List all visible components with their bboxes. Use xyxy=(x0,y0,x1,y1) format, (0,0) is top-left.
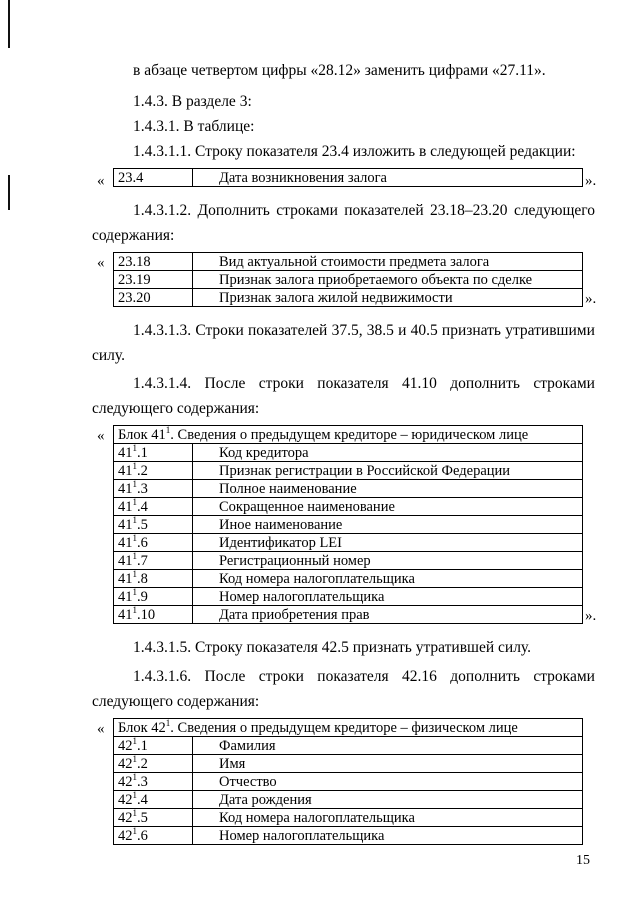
word: и xyxy=(398,322,407,339)
open-quote: « xyxy=(97,428,105,444)
row-code: $41^1.6$ xyxy=(114,534,193,552)
row-name: Отчество xyxy=(193,773,583,791)
row-code: $41^1.5$ xyxy=(114,516,193,534)
block-header: Блок $42^1$. Сведения о предыдущем кредиторе – физическом лице xyxy=(114,719,583,737)
text-line: силу. xyxy=(92,347,125,364)
text-line: 1.4.3.1.1. Строку показателя 23.4 изложить в следующей редакции: xyxy=(133,143,576,160)
row-code: $42^1.3$ xyxy=(114,773,193,791)
row-name: Признак залога жилой недвижимости xyxy=(193,289,583,307)
word: 40.5 xyxy=(410,322,438,339)
row-name: Вид актуальной стоимости предмета залога xyxy=(193,253,583,271)
margin-mark xyxy=(8,0,10,48)
section-heading: 1.4.3. В разделе 3: xyxy=(133,93,252,110)
table-row xyxy=(114,271,583,289)
row-code: 23.18 xyxy=(114,253,193,271)
row-name: Фамилия xyxy=(193,737,583,755)
row-code: $42^1.4$ xyxy=(114,791,193,809)
table-row xyxy=(114,516,583,534)
row-name: Имя xyxy=(193,755,583,773)
word: Строки xyxy=(195,322,244,339)
table-block-42 xyxy=(113,718,583,845)
table-row xyxy=(114,498,583,516)
table-row xyxy=(114,809,583,827)
row-code: $41^1.7$ xyxy=(114,552,193,570)
row-code: 23.19 xyxy=(114,271,193,289)
row-code: $41^1.4$ xyxy=(114,498,193,516)
table-23-4 xyxy=(113,168,583,187)
word: дополнить xyxy=(450,375,520,392)
row-name: Полное наименование xyxy=(193,480,583,498)
text-line-justified xyxy=(133,321,595,341)
row-code: $41^1.8$ xyxy=(114,570,193,588)
word: 1.4.3.1.3. xyxy=(133,322,192,339)
word: следующего xyxy=(513,202,595,219)
table-header-row xyxy=(114,426,583,444)
close-quote: ». xyxy=(585,291,597,307)
row-code: $41^1.9$ xyxy=(114,588,193,606)
row-name: Дата рождения xyxy=(193,791,583,809)
table-row xyxy=(114,444,583,462)
row-name: Идентификатор LEI xyxy=(193,534,583,552)
close-quote: ». xyxy=(585,608,597,624)
row-name: Код номера налогоплательщика xyxy=(193,570,583,588)
row-code: $42^1.5$ xyxy=(114,809,193,827)
word: признать xyxy=(441,322,502,339)
row-name: Код номера налогоплательщика xyxy=(193,809,583,827)
text-line-justified xyxy=(133,374,595,394)
open-quote: « xyxy=(97,255,105,271)
word: показателей xyxy=(344,202,424,219)
table-block-41 xyxy=(113,425,583,624)
word: дополнить xyxy=(450,668,520,685)
table-header-row xyxy=(114,719,583,737)
text-line: 1.4.3.1.5. Строку показателя 42.5 признать утратившей силу. xyxy=(133,639,531,656)
word: 42.16 xyxy=(402,668,437,685)
table-row xyxy=(114,552,583,570)
table-row xyxy=(114,462,583,480)
word: После xyxy=(204,668,246,685)
row-name: Номер налогоплательщика xyxy=(193,827,583,845)
close-quote: ». xyxy=(585,173,597,189)
block-header: Блок $41^1$. Сведения о предыдущем кредиторе – юридическом лице xyxy=(114,426,583,444)
table-row xyxy=(114,737,583,755)
table-23-18 xyxy=(113,252,583,307)
table-row xyxy=(114,755,583,773)
table-row xyxy=(114,253,583,271)
row-name: Дата возникновения залога xyxy=(193,169,583,187)
word: строки xyxy=(258,668,304,685)
table-row xyxy=(114,570,583,588)
word: 23.18–23.20 xyxy=(430,202,508,219)
subsection-heading: 1.4.3.1. В таблице: xyxy=(133,118,255,135)
page-number: 15 xyxy=(576,853,590,868)
table-row xyxy=(114,588,583,606)
row-name: Сокращенное наименование xyxy=(193,498,583,516)
row-name: Признак регистрации в Российской Федерации xyxy=(193,462,583,480)
text-line-justified xyxy=(133,201,595,221)
text-line: следующего содержания: xyxy=(92,400,260,417)
open-quote: « xyxy=(97,173,105,189)
row-name: Дата приобретения прав xyxy=(193,606,583,624)
table-row xyxy=(114,480,583,498)
table-row xyxy=(114,827,583,845)
row-code: $41^1.3$ xyxy=(114,480,193,498)
text-line: следующего содержания: xyxy=(92,693,260,710)
word: 41.10 xyxy=(402,375,437,392)
table-row xyxy=(114,534,583,552)
word: 37.5, xyxy=(331,322,363,339)
text-line: содержания: xyxy=(92,227,175,244)
table-row xyxy=(114,773,583,791)
word: 38.5 xyxy=(366,322,394,339)
row-code: $41^1.10$ xyxy=(114,606,193,624)
row-code: $42^1.6$ xyxy=(114,827,193,845)
word: После xyxy=(204,375,246,392)
word: показателей xyxy=(247,322,328,339)
word: строками xyxy=(533,668,595,685)
open-quote: « xyxy=(97,721,105,737)
word: Дополнить xyxy=(197,202,270,219)
word: строками xyxy=(276,202,338,219)
word: строками xyxy=(533,375,595,392)
word: 1.4.3.1.2. xyxy=(133,202,192,219)
row-code: $41^1.1$ xyxy=(114,444,193,462)
row-name: Признак залога приобретаемого объекта по сделке xyxy=(193,271,583,289)
word: 1.4.3.1.4. xyxy=(133,375,192,392)
row-code: $42^1.2$ xyxy=(114,755,193,773)
word: 1.4.3.1.6. xyxy=(133,668,192,685)
table-row xyxy=(114,169,583,187)
table-row xyxy=(114,606,583,624)
row-name: Номер налогоплательщика xyxy=(193,588,583,606)
row-name: Иное наименование xyxy=(193,516,583,534)
text-line-justified xyxy=(133,667,595,687)
margin-mark xyxy=(8,175,10,210)
word: показателя xyxy=(317,668,389,685)
row-code: $41^1.2$ xyxy=(114,462,193,480)
row-code: $42^1.1$ xyxy=(114,737,193,755)
row-name: Код кредитора xyxy=(193,444,583,462)
row-code: 23.4 xyxy=(114,169,193,187)
text-line: в абзаце четвертом цифры «28.12» заменить цифрами «27.11». xyxy=(133,62,546,79)
row-name: Регистрационный номер xyxy=(193,552,583,570)
row-code: 23.20 xyxy=(114,289,193,307)
word: строки xyxy=(258,375,304,392)
word: показателя xyxy=(317,375,389,392)
table-row xyxy=(114,289,583,307)
table-row xyxy=(114,791,583,809)
word: утратившими xyxy=(505,322,595,339)
